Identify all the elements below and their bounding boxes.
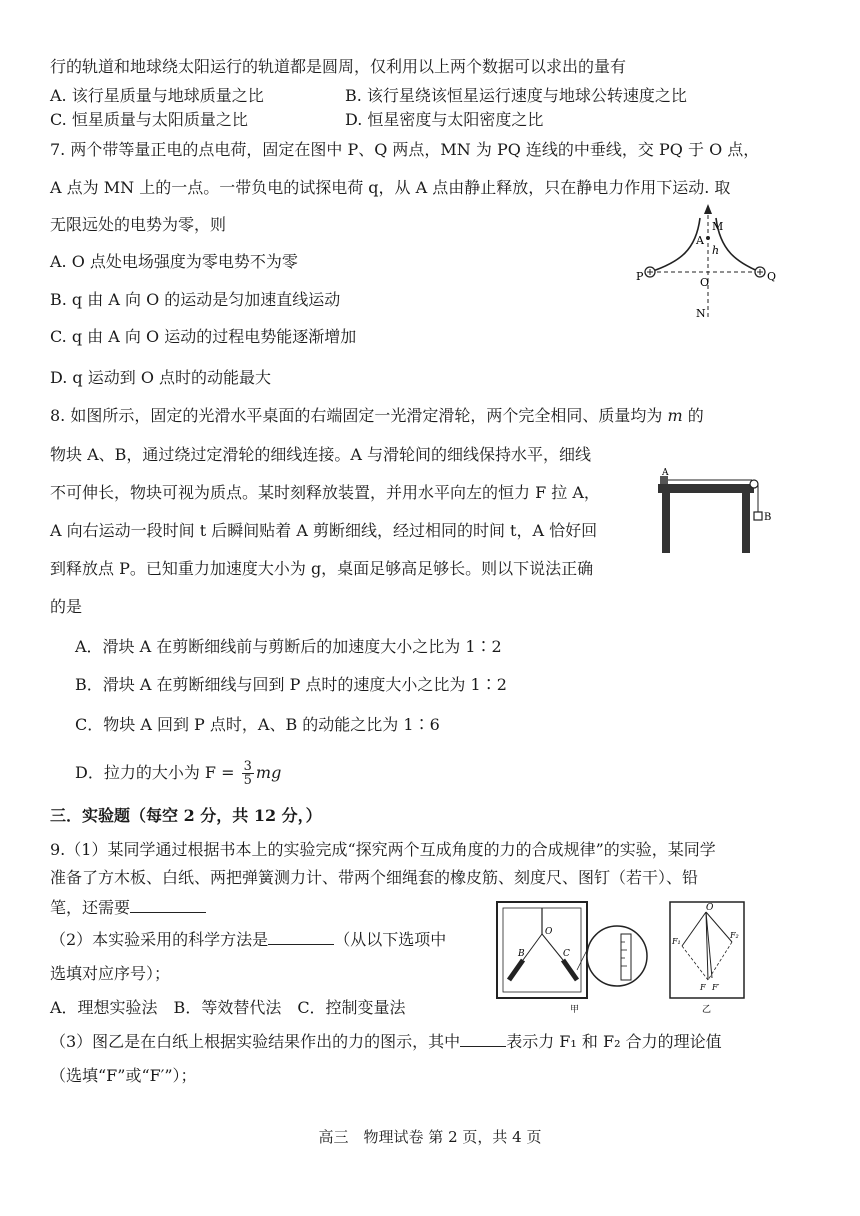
q7-charge-field-figure xyxy=(628,200,788,325)
q9-part3-line-1-pre: （3）图乙是在白纸上根据实验结果作出的力的图示，其中 xyxy=(50,1032,461,1051)
q9-figure-yi xyxy=(668,898,748,1016)
q9-answer-blank-1[interactable] xyxy=(130,896,206,913)
q8-fraction-denominator: 5 xyxy=(243,773,252,788)
q7-stem-line-3: 无限远处的电势为零，则 xyxy=(50,215,227,234)
q9-part1-line-3 xyxy=(50,896,206,918)
q8-stem-line-4: A 向右运动一段时间 t 后瞬间贴着 A 剪断细线，经过相同的时间 t，A 恰好回 xyxy=(50,521,598,540)
q9-jia-label-b: B xyxy=(518,949,525,959)
q9-part3-line-1-post: 表示力 F₁ 和 F₂ 合力的理论值 xyxy=(506,1032,722,1051)
q7-label-q: Q xyxy=(767,270,777,283)
q6-option-a: A. 该行星质量与地球质量之比 xyxy=(50,86,264,105)
q7-stem-line-1: 7. 两个带等量正电的点电荷，固定在图中 P、Q 两点，MN 为 PQ 连线的中垂线，交 PQ 于 O 点， xyxy=(50,140,760,159)
q8-label-b: B xyxy=(764,512,772,523)
q7-label-a: A xyxy=(696,234,704,247)
q9-answer-blank-3[interactable] xyxy=(460,1030,506,1047)
q7-option-c: C. q 由 A 向 O 运动的过程电势能逐渐增加 xyxy=(50,327,357,346)
q8-mass-symbol: m xyxy=(667,406,683,425)
page-footer: 高三 物理试卷 第 2 页，共 4 页 xyxy=(318,1128,542,1146)
q9-part2-line-2: 选填对应序号）； xyxy=(50,964,171,983)
q9-yi-label-f-prime: F′ xyxy=(712,983,720,992)
q7-label-n: N xyxy=(696,307,706,320)
q9-jia-label-c: C xyxy=(563,949,570,959)
q9-yi-caption: 乙 xyxy=(702,1005,712,1015)
q8-option-d xyxy=(75,760,281,787)
q9-jia-caption: 甲 xyxy=(570,1005,580,1015)
q7-stem-line-2: A 点为 MN 上的一点。一带负电的试探电荷 q，从 A 点由静止释放，只在静电力作用下运动. 取 xyxy=(50,178,731,197)
section-3-title: 三．实验题（每空 2 分，共 12 分，） xyxy=(50,806,322,825)
q8-stem-line-1 xyxy=(50,406,704,426)
q8-table-pulley-figure xyxy=(640,468,770,563)
q7-label-m: M xyxy=(712,220,724,233)
q9-part1-line-1: 9.（1）某同学通过根据书本上的实验完成“探究两个互成角度的力的合成规律”的实验，某同学 xyxy=(50,840,716,859)
q8-option-c: C．物块 A 回到 P 点时，A、B 的动能之比为 1∶6 xyxy=(75,715,440,734)
q9-part2-line-1-pre: （2）本实验采用的科学方法是 xyxy=(50,930,269,949)
q6-option-b: B. 该行星绕该恒星运行速度与地球公转速度之比 xyxy=(345,86,687,105)
q7-option-d: D. q 运动到 O 点时的动能最大 xyxy=(50,368,272,387)
q8-stem-line-6: 的是 xyxy=(50,597,83,616)
q9-part3-line-1 xyxy=(50,1030,722,1052)
q9-part2-line-1-post: （从以下选项中 xyxy=(334,930,447,949)
q9-yi-label-f2: F₂ xyxy=(730,931,739,940)
q9-part1-line-3-text: 笔，还需要 xyxy=(50,898,131,917)
q8-stem-line-2: 物块 A、B，通过绕过定滑轮的细线连接。A 与滑轮间的细线保持水平，细线 xyxy=(50,445,592,464)
q7-label-p: P xyxy=(636,270,644,283)
q8-option-d-pre: D．拉力的大小为 F = xyxy=(75,763,240,782)
q9-yi-label-o: O xyxy=(706,903,714,913)
q8-stem-line-1-post: 的 xyxy=(682,406,704,425)
q8-option-b: B．滑块 A 在剪断细线与回到 P 点时的速度大小之比为 1∶2 xyxy=(75,675,507,694)
q8-stem-line-1-pre: 8. 如图所示，固定的光滑水平桌面的右端固定一光滑定滑轮，两个完全相同、质量均为 xyxy=(50,406,668,425)
q8-option-a: A．滑块 A 在剪断细线前与剪断后的加速度大小之比为 1∶2 xyxy=(75,637,502,656)
q9-part2-options: A．理想实验法 B．等效替代法 C．控制变量法 xyxy=(50,998,406,1017)
q7-option-b: B. q 由 A 向 O 的运动是匀加速直线运动 xyxy=(50,290,341,309)
q9-part3-line-2: （选填“F”或“F′”）； xyxy=(50,1066,197,1085)
q8-fraction xyxy=(242,760,254,787)
q7-label-h: h xyxy=(712,244,720,257)
q6-continuation-text: 行的轨道和地球绕太阳运行的轨道都是圆周，仅利用以上两个数据可以求出的量有 xyxy=(50,57,627,76)
q6-option-c: C. 恒星质量与太阳质量之比 xyxy=(50,110,248,129)
q8-option-d-post: mg xyxy=(255,763,282,782)
q8-label-a: A xyxy=(662,468,669,478)
q7-option-a: A. O 点处电场强度为零电势不为零 xyxy=(50,252,298,271)
q9-part1-line-2: 准备了方木板、白纸、两把弹簧测力计、带两个细绳套的橡皮筋、刻度尺、图钉（若干）、铅 xyxy=(50,868,699,887)
q9-answer-blank-2[interactable] xyxy=(268,928,334,945)
q8-stem-line-5: 到释放点 P。已知重力加速度大小为 g，桌面足够高足够长。则以下说法正确 xyxy=(50,559,594,578)
q9-yi-label-f1: F₁ xyxy=(672,937,681,946)
q8-fraction-numerator: 3 xyxy=(243,759,252,774)
q9-yi-label-f: F xyxy=(700,983,706,992)
q7-label-o: O xyxy=(700,276,710,289)
q9-jia-label-o: O xyxy=(545,927,553,937)
q8-stem-line-3: 不可伸长，物块可视为质点。某时刻释放装置，并用水平向左的恒力 F 拉 A， xyxy=(50,483,600,502)
q9-part2-line-1 xyxy=(50,928,446,950)
q6-option-d: D. 恒星密度与太阳密度之比 xyxy=(345,110,544,129)
q9-figure-jia xyxy=(495,898,655,1016)
